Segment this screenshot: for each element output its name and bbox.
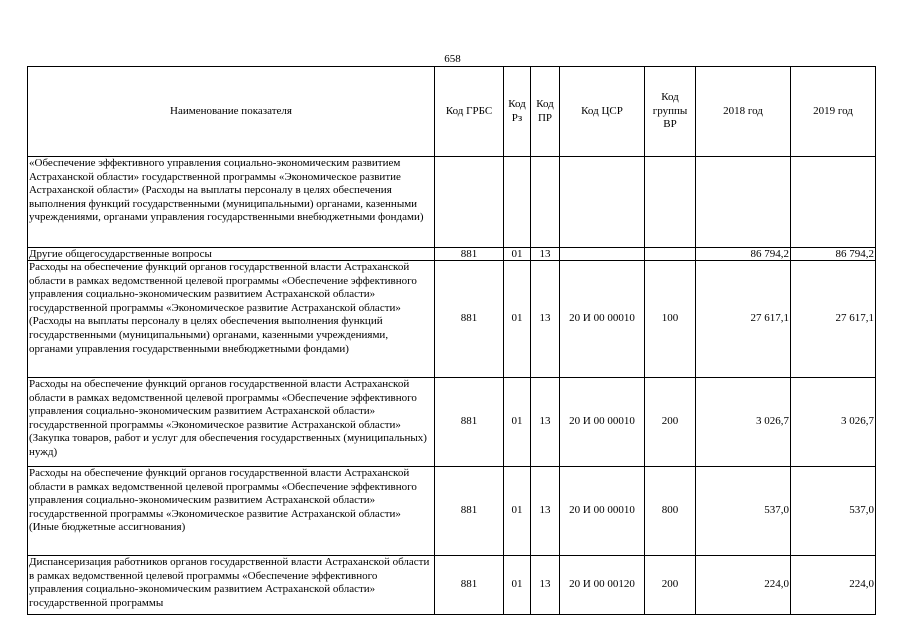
cell-2019 <box>791 157 876 248</box>
cell-vr <box>645 157 696 248</box>
cell-csr: 20 И 00 00010 <box>560 378 645 467</box>
cell-pr: 13 <box>531 261 560 378</box>
header-csr: Код ЦСР <box>560 67 645 157</box>
cell-csr: 20 И 00 00010 <box>560 467 645 556</box>
cell-2018: 27 617,1 <box>696 261 791 378</box>
cell-csr <box>560 248 645 261</box>
cell-2019: 3 026,7 <box>791 378 876 467</box>
cell-rz: 01 <box>504 378 531 467</box>
cell-name: Другие общегосударственные вопросы <box>28 248 435 261</box>
cell-vr: 100 <box>645 261 696 378</box>
cell-pr: 13 <box>531 378 560 467</box>
cell-2019: 86 794,2 <box>791 248 876 261</box>
cell-2018: 3 026,7 <box>696 378 791 467</box>
budget-table <box>27 66 876 615</box>
header-2018: 2018 год <box>696 67 791 157</box>
cell-vr: 800 <box>645 467 696 556</box>
table-row <box>28 248 876 261</box>
cell-pr: 13 <box>531 556 560 615</box>
cell-name: Расходы на обеспечение функций органов государственной власти Астраханской области в рамках ведомственной целевой программы «Обеспечение эффективного управления социально-экономическим развитием Астраханской области» государственной программы «Экономическое развитие Астраханской области» (Закупка товаров, работ и услуг для обеспечения государственных (муниципальных) нужд) <box>28 378 435 467</box>
header-2019: 2019 год <box>791 67 876 157</box>
cell-vr: 200 <box>645 378 696 467</box>
cell-csr <box>560 157 645 248</box>
cell-2019: 224,0 <box>791 556 876 615</box>
cell-2018: 224,0 <box>696 556 791 615</box>
cell-name: Расходы на обеспечение функций органов государственной власти Астраханской области в рамках ведомственной целевой программы «Обеспечение эффективного управления социально-экономическим развитием Астраханской области» государственной программы «Экономическое развитие Астраханской области» (Расходы на выплаты персоналу в целях обеспечения выполнения функций государственными (муниципальными) органами, казенными учреждениями, органами управления государственными внебюджетными фондами) <box>28 261 435 378</box>
cell-grbs: 881 <box>435 261 504 378</box>
cell-pr: 13 <box>531 248 560 261</box>
cell-rz: 01 <box>504 248 531 261</box>
cell-grbs: 881 <box>435 467 504 556</box>
cell-name: Расходы на обеспечение функций органов государственной власти Астраханской области в рамках ведомственной целевой программы «Обеспечение эффективного управления социально-экономическим развитием Астраханской области» государственной программы «Экономическое развитие Астраханской области» (Иные бюджетные ассигнования) <box>28 467 435 556</box>
header-name: Наименование показателя <box>28 67 435 157</box>
cell-rz <box>504 157 531 248</box>
cell-2019: 537,0 <box>791 467 876 556</box>
header-vr: Код группы ВР <box>645 67 696 157</box>
cell-2018: 537,0 <box>696 467 791 556</box>
cell-2018: 86 794,2 <box>696 248 791 261</box>
cell-rz: 01 <box>504 261 531 378</box>
cell-grbs <box>435 157 504 248</box>
cell-csr: 20 И 00 00120 <box>560 556 645 615</box>
header-pr: Код ПР <box>531 67 560 157</box>
cell-rz: 01 <box>504 556 531 615</box>
cell-2018 <box>696 157 791 248</box>
cell-pr <box>531 157 560 248</box>
cell-vr <box>645 248 696 261</box>
page-number: 658 <box>444 53 461 65</box>
table-row <box>28 467 876 556</box>
cell-grbs: 881 <box>435 556 504 615</box>
table-row <box>28 378 876 467</box>
cell-csr: 20 И 00 00010 <box>560 261 645 378</box>
header-rz: Код Рз <box>504 67 531 157</box>
cell-rz: 01 <box>504 467 531 556</box>
cell-pr: 13 <box>531 467 560 556</box>
cell-2019: 27 617,1 <box>791 261 876 378</box>
cell-vr: 200 <box>645 556 696 615</box>
cell-name: «Обеспечение эффективного управления социально-экономическим развитием Астраханской области» государственной программы «Экономическое развитие Астраханской области» (Расходы на выплаты персоналу в целях обеспечения выполнения функций государственными (муниципальными) органами, казенными учреждениями, органами управления государственными внебюджетными фондами) <box>28 157 435 248</box>
header-grbs: Код ГРБС <box>435 67 504 157</box>
cell-name: Диспансеризация работников органов государственной власти Астраханской области в рамках ведомственной целевой программы «Обеспечение эффективного управления социально-экономическим развитием Астраханской области» государственной программы <box>28 556 435 615</box>
header-row <box>28 67 876 157</box>
table-row <box>28 556 876 615</box>
cell-grbs: 881 <box>435 378 504 467</box>
cell-grbs: 881 <box>435 248 504 261</box>
table-row <box>28 157 876 248</box>
table-row <box>28 261 876 378</box>
